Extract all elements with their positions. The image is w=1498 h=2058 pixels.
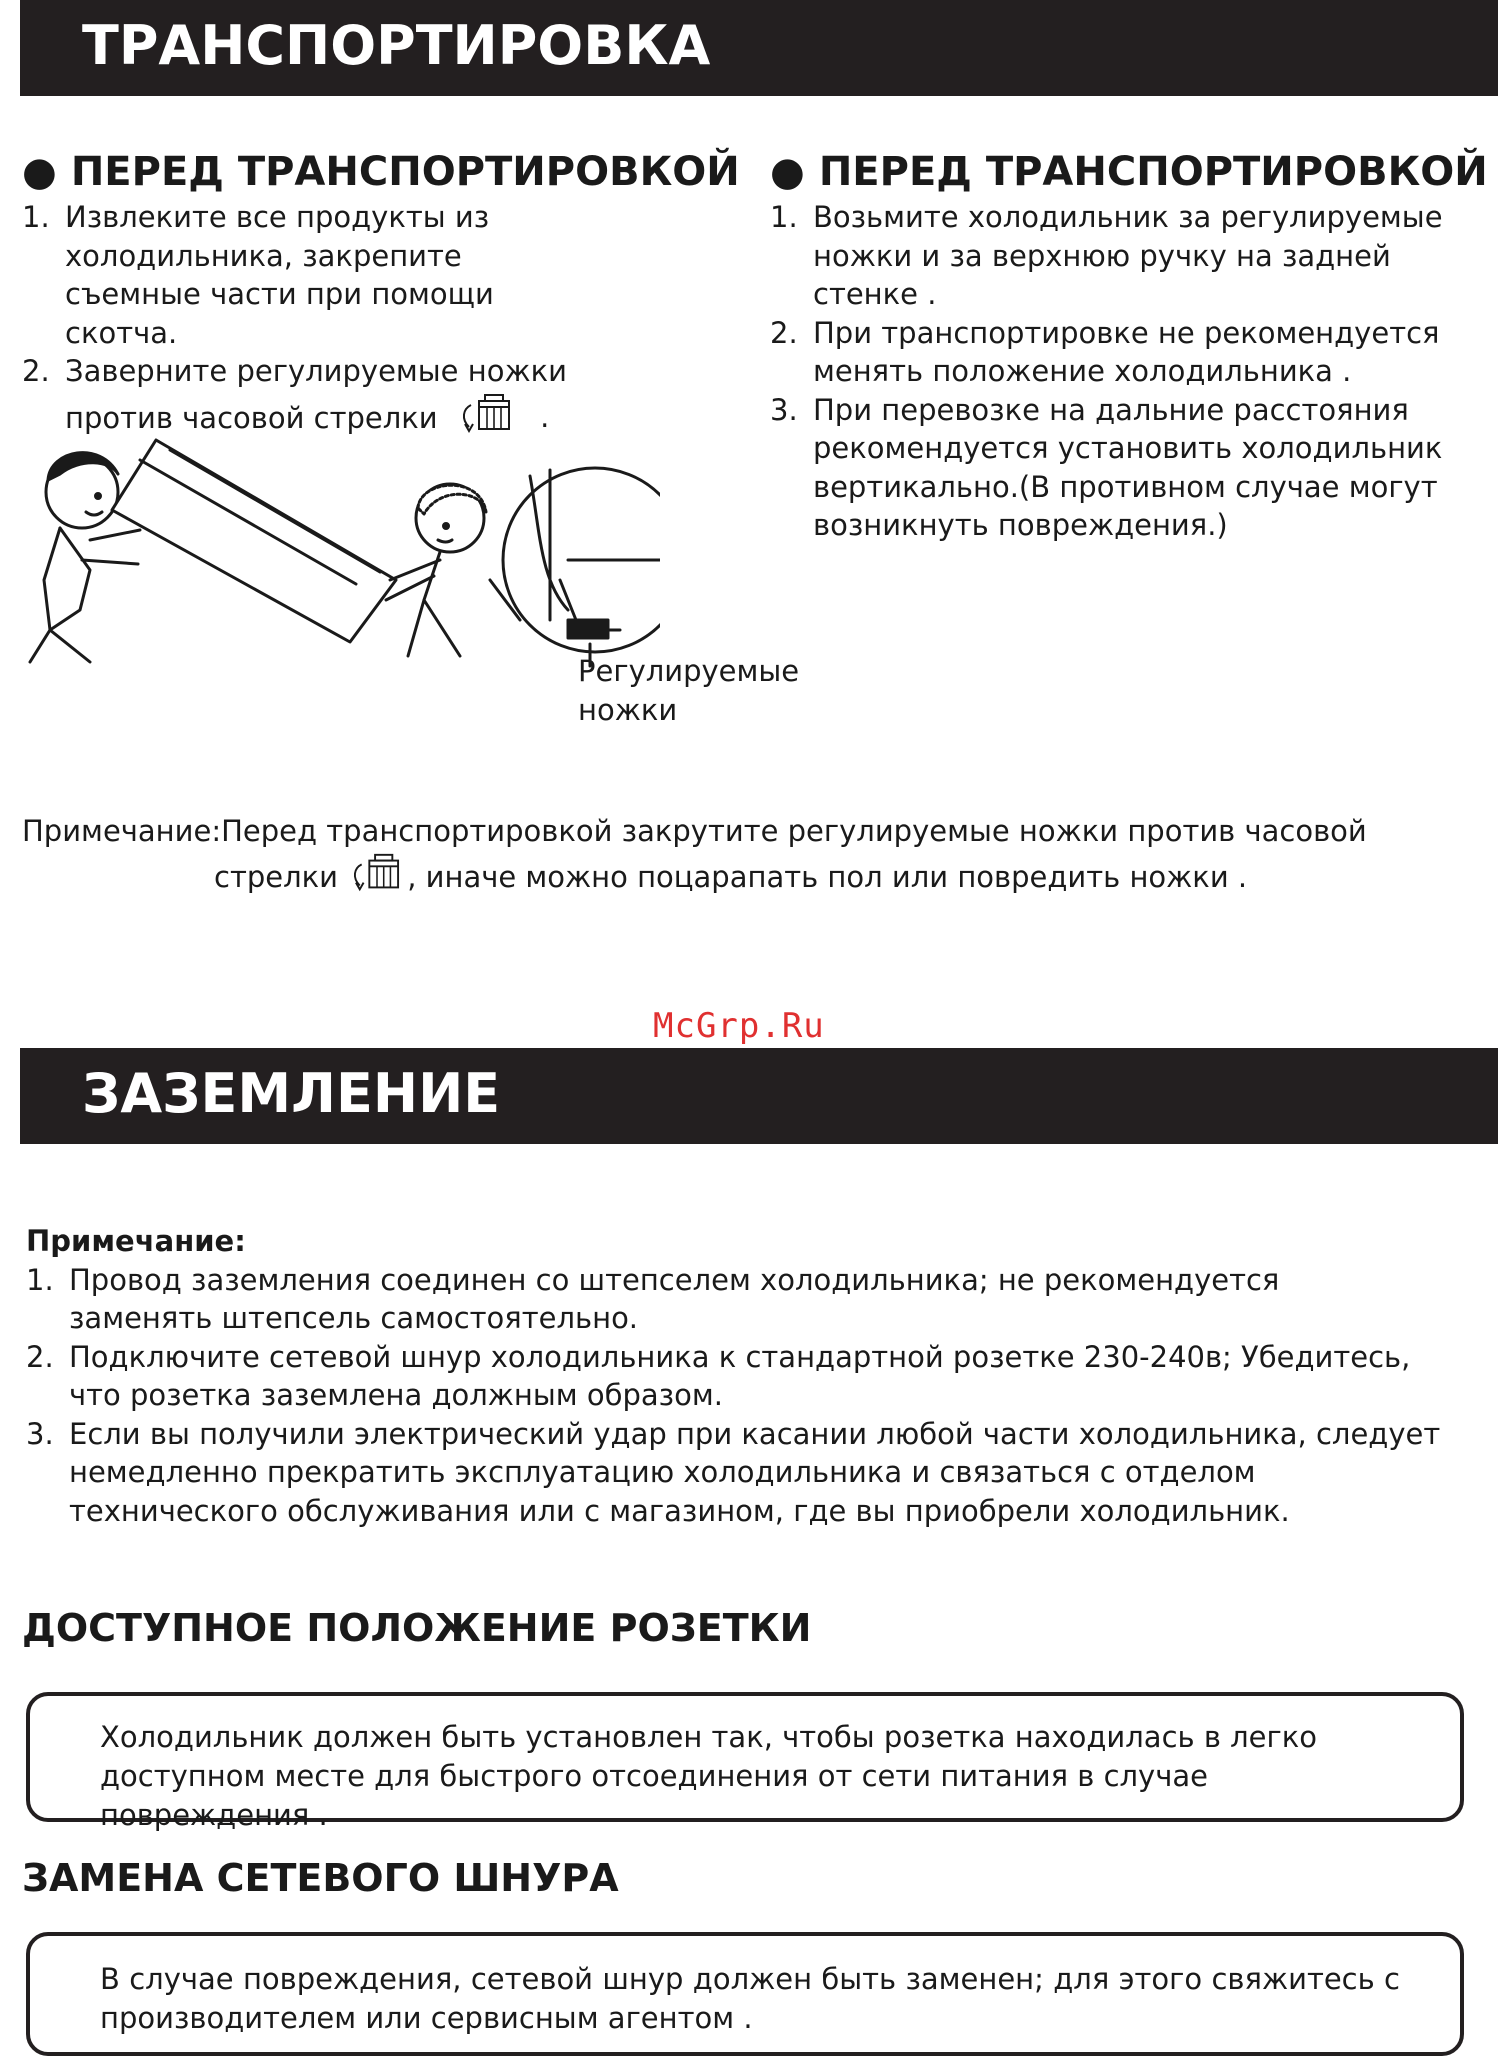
socket-box [26, 1692, 1464, 1832]
left-item-2: 2. Заверните регулируемые ножки против часовой стрелки . [22, 352, 605, 448]
grounding-title: ЗАЗЕМЛЕНИЕ [82, 1062, 501, 1125]
transport-note-line2: стрелки , иначе можно поцарапать пол или повредить ножки . [214, 851, 1247, 907]
note-line1: Перед транспортировкой закрутите регулируемые ножки против часовой [221, 814, 1367, 848]
transport-banner [20, 0, 1498, 96]
transport-title: ТРАНСПОРТИРОВКА [82, 14, 711, 77]
figure-label: Регулируемые ножки [578, 654, 800, 727]
right-item-1: 1. Возьмите холодильник за регулируемые ножки и за верхнюю ручку на задней стенке . [770, 200, 1443, 311]
grounding-notes [26, 1222, 1446, 1530]
transport-illustration [20, 430, 660, 670]
note-prefix: Примечание: [22, 814, 222, 848]
grounding-item-1: 1. Провод заземления соединен со штепселем холодильника; не рекомендуется заменять штепсель самостоятельно. [26, 1262, 1280, 1335]
cord-box [26, 1932, 1464, 2056]
socket-text: Холодильник должен быть установлен так, чтобы розетка находилась в легко доступном месте для быстрого отсоединения от сети питания в случае повреждения . [100, 1720, 1318, 1832]
transport-right-column [770, 148, 1488, 545]
right-item-2: 2. При транспортировке не рекомендуется менять положение холодильника . [770, 315, 1440, 388]
cord-title: ЗАМЕНА СЕТЕВОГО ШНУРА [22, 1856, 619, 1900]
foot-rotate-icon [347, 851, 407, 907]
right-heading: ● ПЕРЕД ТРАНСПОРТИРОВКОЙ [770, 149, 1488, 195]
watermark: McGrp.Ru [653, 1006, 825, 1046]
transport-note [22, 812, 1367, 851]
grounding-item-3: 3. Если вы получили электрический удар при касании любой части холодильника, следует немедленно прекратить эксплуатацию холодильника и связаться с отделом технического обслуживания или с магазином, где вы приобрели холодильник. [26, 1416, 1441, 1528]
left-item-1: 1. Извлеките все продукты из холодильника, закрепите съемные части при помощи скотча. [22, 200, 494, 350]
grounding-note-label: Примечание: [26, 1224, 246, 1258]
cord-text: В случае повреждения, сетевой шнур должен быть заменен; для этого свяжитесь с производителем или сервисным агентом . [100, 1962, 1400, 2035]
right-item-3: 3. При перевозке на дальние расстояния рекомендуется установить холодильник вертикально.(В противном случае могут возникнуть повреждения.) [770, 392, 1443, 542]
grounding-item-2: 2. Подключите сетевой шнур холодильника к стандартной розетке 230-240в; Убедитесь, что розетка заземлена должным образом. [26, 1339, 1411, 1412]
transport-left-column [22, 148, 740, 448]
grounding-banner [20, 1048, 1498, 1144]
left-heading: ● ПЕРЕД ТРАНСПОРТИРОВКОЙ [22, 149, 740, 195]
socket-title: ДОСТУПНОЕ ПОЛОЖЕНИЕ РОЗЕТКИ [22, 1606, 812, 1650]
